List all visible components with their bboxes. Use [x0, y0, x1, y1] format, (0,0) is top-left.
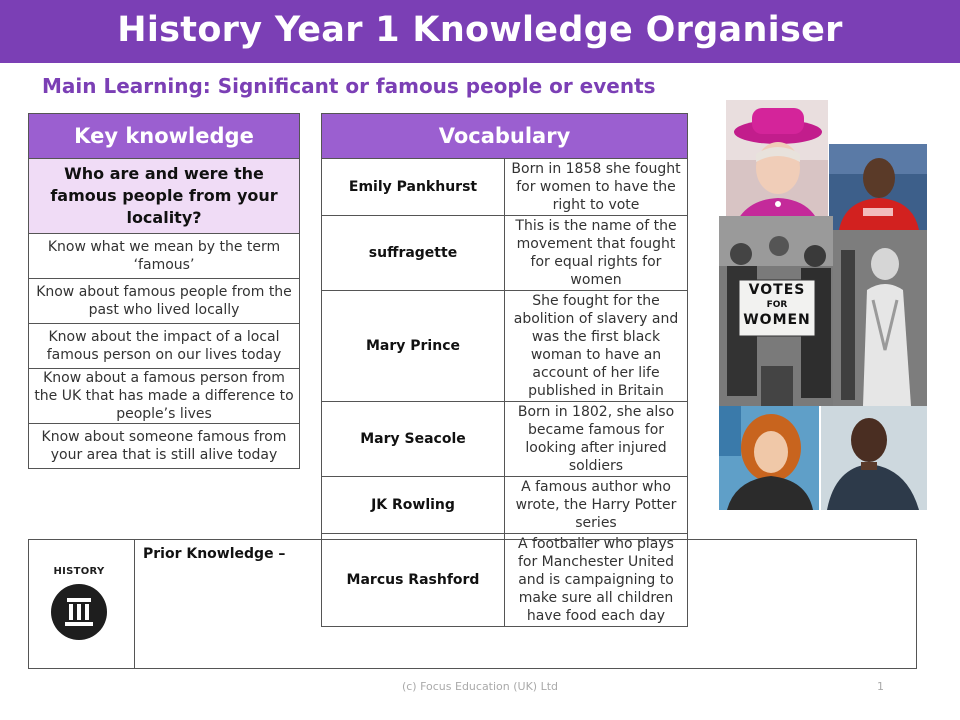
jk-rowling-photo [719, 406, 819, 510]
main-learning-subtitle: Main Learning: Significant or famous people or events [42, 74, 656, 98]
votes-sign-line3: WOMEN [743, 312, 811, 328]
vocab-term: Emily Pankhurst [322, 159, 505, 216]
history-logo [46, 562, 116, 646]
suffragette-photo [719, 216, 833, 406]
vocab-row [322, 216, 688, 291]
vocab-definition: Born in 1858 she fought for women to have the right to vote [505, 159, 688, 216]
vocab-definition: This is the name of the movement that fought for equal rights for women [505, 216, 688, 291]
page-number: 1 [877, 680, 884, 693]
key-knowledge-table [28, 113, 300, 469]
vocab-definition: Born in 1802, she also became famous for looking after injured soldiers [505, 402, 688, 477]
knowledge-item: Know about famous people from the past who lived locally [29, 279, 300, 324]
vocab-row [322, 402, 688, 477]
knowledge-item: Know what we mean by the term ‘famous’ [29, 234, 300, 279]
vocab-row [322, 159, 688, 216]
prior-knowledge-label: Prior Knowledge – [143, 546, 286, 562]
vocab-definition: She fought for the abolition of slavery and was the first black woman to have an account of her life published in Britain [505, 291, 688, 402]
history-logo-text: HISTORY [53, 566, 105, 577]
vocabulary-heading: Vocabulary [322, 114, 688, 159]
vocab-term: Mary Seacole [322, 402, 505, 477]
mary-seacole-photo [821, 406, 927, 510]
marcus-rashford-photo [829, 144, 927, 230]
vocab-definition: A famous author who wrote, the Harry Potter series [505, 477, 688, 534]
vocab-term: Marcus Rashford [322, 534, 505, 627]
votes-sign-line2: FOR [766, 300, 788, 310]
key-question: Who are and were the famous people from your locality? [29, 159, 300, 234]
title-banner [0, 0, 960, 63]
prior-knowledge-box [28, 539, 917, 669]
vocab-definition: A footballer who plays for Manchester United and is campaigning to make sure all children have food each day [505, 534, 688, 627]
vocab-row [322, 291, 688, 402]
knowledge-item: Know about the impact of a local famous person on our lives today [29, 324, 300, 369]
key-knowledge-heading: Key knowledge [29, 114, 300, 159]
photo-collage [719, 100, 929, 510]
vocab-term: Mary Prince [322, 291, 505, 402]
footer-copyright: (c) Focus Education (UK) Ltd [401, 680, 559, 693]
vocab-term: JK Rowling [322, 477, 505, 534]
pankhurst-photo [833, 230, 927, 406]
history-logo-cell [29, 540, 135, 668]
page-title: History Year 1 Knowledge Organiser [117, 10, 843, 50]
knowledge-item: Know about a famous person from the UK that has made a difference to people’s lives [29, 369, 300, 424]
votes-sign-line1: VOTES [748, 282, 806, 298]
vocab-row [322, 477, 688, 534]
vocab-term: suffragette [322, 216, 505, 291]
knowledge-item: Know about someone famous from your area that is still alive today [29, 424, 300, 469]
